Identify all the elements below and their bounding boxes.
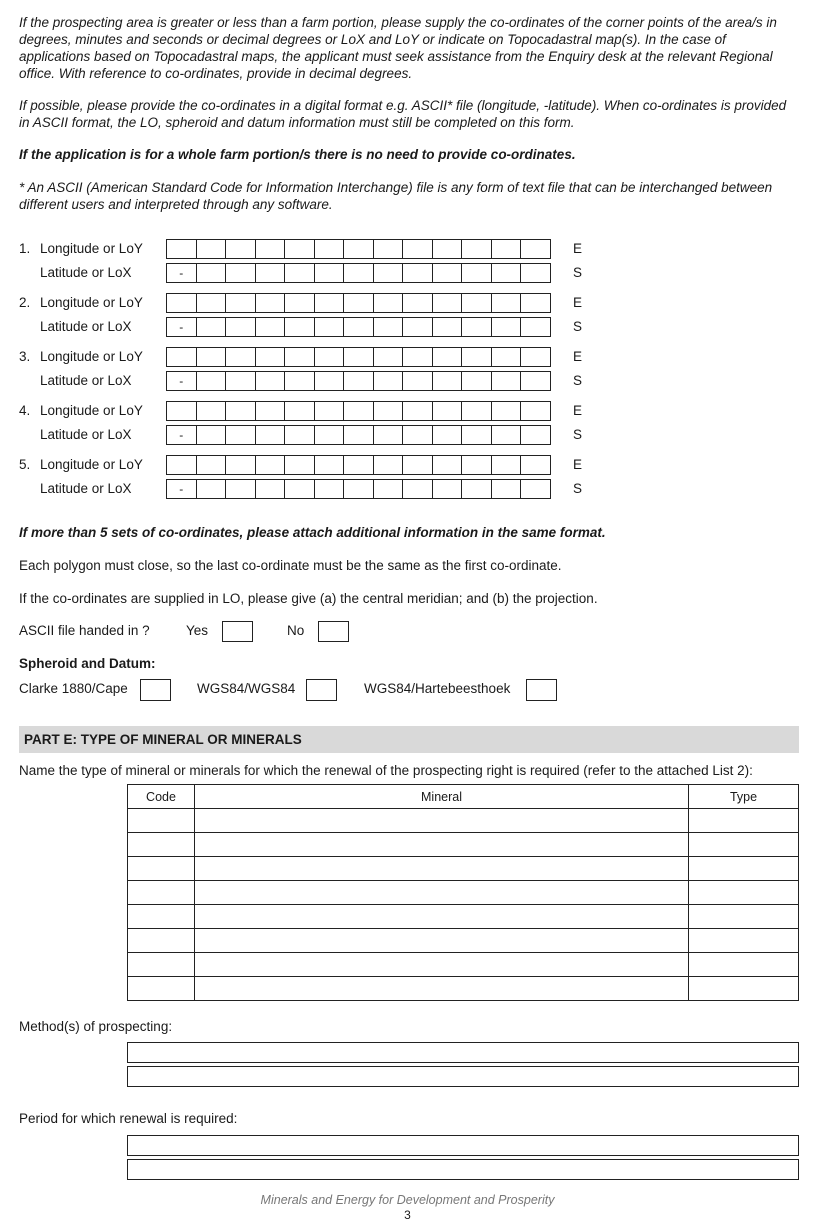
coordinate-digit-cell[interactable]	[491, 317, 522, 337]
spheroid-hartebeesthoek-checkbox[interactable]	[526, 679, 557, 701]
coordinate-digit-cell[interactable]	[225, 347, 256, 367]
coordinate-digit-cell[interactable]	[255, 263, 286, 283]
longitude-cells	[166, 401, 551, 421]
ascii-yes-checkbox[interactable]	[222, 621, 253, 642]
coordinate-digit-cell[interactable]	[225, 293, 256, 313]
coordinate-digit-cell[interactable]	[520, 371, 551, 391]
period-input-1[interactable]	[127, 1135, 799, 1156]
mineral-cell[interactable]	[195, 881, 689, 905]
coordinate-digit-cell[interactable]	[461, 347, 492, 367]
spheroid-hartebeesthoek-label: WGS84/Hartebeesthoek	[364, 681, 511, 696]
coordinate-digit-cell[interactable]	[520, 401, 551, 421]
south-suffix: S	[573, 265, 583, 280]
code-cell[interactable]	[128, 953, 195, 977]
latitude-cells	[166, 263, 551, 283]
coordinate-digit-cell[interactable]	[196, 371, 227, 391]
longitude-label: Longitude or LoY	[40, 457, 143, 472]
intro-paragraph-3: If the application is for a whole farm portion/s there is no need to provide co-ordinates.	[19, 147, 576, 162]
mineral-cell[interactable]	[195, 929, 689, 953]
coordinate-digit-cell[interactable]	[520, 479, 551, 499]
coordinate-digit-cell[interactable]	[461, 425, 492, 445]
longitude-label: Longitude or LoY	[40, 349, 143, 364]
coordinate-digit-cell[interactable]	[255, 317, 286, 337]
coordinate-digit-cell[interactable]: -	[166, 317, 197, 337]
coordinate-digit-cell[interactable]	[520, 293, 551, 313]
coordinate-number: 4.	[19, 403, 31, 418]
coordinate-digit-cell[interactable]	[373, 347, 404, 367]
mineral-cell[interactable]	[195, 953, 689, 977]
longitude-label: Longitude or LoY	[40, 241, 143, 256]
type-cell[interactable]	[689, 953, 799, 977]
latitude-cells	[166, 317, 551, 337]
coordinate-digit-cell[interactable]	[196, 479, 227, 499]
coordinate-digit-cell[interactable]	[225, 239, 256, 259]
coordinate-digit-cell[interactable]	[402, 401, 433, 421]
ascii-yes-label: Yes	[186, 623, 209, 638]
coordinate-digit-cell[interactable]	[402, 479, 433, 499]
coordinate-digit-cell[interactable]	[196, 239, 227, 259]
coordinate-digit-cell[interactable]	[166, 293, 197, 313]
type-cell[interactable]	[689, 905, 799, 929]
part-e-instruction: Name the type of mineral or minerals for which the renewal of the prospecting right is required (refer to the attached List 2):	[19, 763, 753, 778]
coordinate-digit-cell[interactable]	[520, 425, 551, 445]
more-sets-note: If more than 5 sets of co-ordinates, please attach additional information in the same format.	[19, 525, 606, 540]
coordinate-digit-cell[interactable]	[225, 479, 256, 499]
east-suffix: E	[573, 457, 583, 472]
coordinate-digit-cell[interactable]	[432, 263, 463, 283]
code-cell[interactable]	[128, 881, 195, 905]
coordinate-digit-cell[interactable]	[491, 239, 522, 259]
coordinate-digit-cell[interactable]	[520, 317, 551, 337]
table-row	[128, 857, 799, 881]
code-column-header: Code	[128, 785, 195, 809]
coordinate-digit-cell[interactable]	[284, 293, 315, 313]
coordinate-digit-cell[interactable]	[343, 479, 374, 499]
coordinate-digit-cell[interactable]	[255, 239, 286, 259]
coordinate-digit-cell[interactable]	[402, 347, 433, 367]
coordinate-digit-cell[interactable]	[432, 347, 463, 367]
spheroid-clarke-label: Clarke 1880/Cape	[19, 681, 128, 696]
page-number: 3	[404, 1208, 411, 1222]
coordinate-digit-cell[interactable]: -	[166, 263, 197, 283]
coordinate-digit-cell[interactable]	[196, 425, 227, 445]
coordinate-digit-cell[interactable]	[225, 317, 256, 337]
coordinate-digit-cell[interactable]	[402, 293, 433, 313]
latitude-label: Latitude or LoX	[40, 265, 132, 280]
coordinate-digit-cell[interactable]	[461, 401, 492, 421]
coordinate-digit-cell[interactable]	[284, 263, 315, 283]
minerals-table	[127, 784, 799, 1001]
type-column-header: Type	[689, 785, 799, 809]
coordinate-digit-cell[interactable]	[255, 293, 286, 313]
mineral-cell[interactable]	[195, 833, 689, 857]
coordinate-digit-cell[interactable]	[343, 263, 374, 283]
coordinate-digit-cell[interactable]	[491, 371, 522, 391]
coordinate-digit-cell[interactable]	[432, 455, 463, 475]
coordinate-digit-cell[interactable]	[343, 371, 374, 391]
coordinate-digit-cell[interactable]	[255, 401, 286, 421]
coordinate-digit-cell[interactable]	[373, 239, 404, 259]
type-cell[interactable]	[689, 809, 799, 833]
table-row	[128, 881, 799, 905]
mineral-cell[interactable]	[195, 905, 689, 929]
coordinate-digit-cell[interactable]	[461, 293, 492, 313]
coordinate-digit-cell[interactable]	[373, 425, 404, 445]
mineral-cell[interactable]	[195, 977, 689, 1001]
coordinate-digit-cell[interactable]	[432, 479, 463, 499]
coordinate-digit-cell[interactable]	[432, 317, 463, 337]
longitude-cells	[166, 455, 551, 475]
polygon-note: Each polygon must close, so the last co-ordinate must be the same as the first co-ordinate.	[19, 558, 562, 573]
coordinate-digit-cell[interactable]	[166, 455, 197, 475]
coordinate-digit-cell[interactable]	[520, 347, 551, 367]
longitude-label: Longitude or LoY	[40, 295, 143, 310]
ascii-label: ASCII file handed in ?	[19, 623, 150, 638]
coordinate-digit-cell[interactable]	[255, 455, 286, 475]
mineral-cell[interactable]	[195, 857, 689, 881]
coordinate-digit-cell[interactable]	[491, 293, 522, 313]
coordinate-digit-cell[interactable]	[402, 425, 433, 445]
coordinate-digit-cell[interactable]	[314, 317, 345, 337]
type-cell[interactable]	[689, 833, 799, 857]
coordinate-digit-cell[interactable]	[255, 347, 286, 367]
coordinate-digit-cell[interactable]	[196, 263, 227, 283]
mineral-column-header: Mineral	[195, 785, 689, 809]
coordinate-digit-cell[interactable]	[373, 293, 404, 313]
coordinate-digit-cell[interactable]	[491, 401, 522, 421]
code-cell[interactable]	[128, 833, 195, 857]
coordinate-digit-cell[interactable]	[284, 401, 315, 421]
coordinate-digit-cell[interactable]	[196, 347, 227, 367]
coordinate-digit-cell[interactable]	[402, 455, 433, 475]
coordinate-digit-cell[interactable]	[314, 263, 345, 283]
coordinate-digit-cell[interactable]	[343, 401, 374, 421]
coordinate-digit-cell[interactable]	[461, 479, 492, 499]
mineral-cell[interactable]	[195, 809, 689, 833]
coordinate-digit-cell[interactable]	[461, 371, 492, 391]
coordinate-digit-cell[interactable]	[166, 239, 197, 259]
ascii-footnote: * An ASCII (American Standard Code for Information Interchange) file is any form of text file that can be interchanged between different users and interpreted through any software.	[19, 180, 773, 212]
coordinate-digit-cell[interactable]	[373, 401, 404, 421]
coordinate-digit-cell[interactable]	[343, 239, 374, 259]
coordinate-digit-cell[interactable]	[402, 263, 433, 283]
east-suffix: E	[573, 349, 583, 364]
method-input-1[interactable]	[127, 1042, 799, 1063]
coordinate-digit-cell[interactable]	[196, 317, 227, 337]
intro-paragraph-1: If the prospecting area is greater or less than a farm portion, please supply the co-ordinates of the corner points of the area/s in degrees, minutes and seconds or decimal degrees or LoX and LoY or indicate on Topocadastral map(s). In the case of applications based on Topocadastral maps, the applicant must seek assistance from the Enquiry desk at the relevant Regional office. With reference to co-ordinates, provide in decimal degrees.	[19, 15, 777, 81]
coordinate-digit-cell[interactable]	[373, 371, 404, 391]
table-row	[128, 929, 799, 953]
coordinate-digit-cell[interactable]	[491, 347, 522, 367]
coordinate-digit-cell[interactable]: -	[166, 479, 197, 499]
coordinate-digit-cell[interactable]	[520, 263, 551, 283]
table-row	[128, 809, 799, 833]
method-label: Method(s) of prospecting:	[19, 1019, 173, 1034]
coordinate-digit-cell[interactable]	[284, 239, 315, 259]
coordinate-digit-cell[interactable]	[255, 425, 286, 445]
coordinate-digit-cell[interactable]	[225, 263, 256, 283]
spheroid-heading: Spheroid and Datum:	[19, 656, 156, 671]
coordinate-digit-cell[interactable]	[225, 455, 256, 475]
footer-tagline: Minerals and Energy for Development and Prosperity	[260, 1193, 555, 1207]
coordinate-digit-cell[interactable]	[225, 371, 256, 391]
coordinate-digit-cell[interactable]	[461, 455, 492, 475]
coordinate-digit-cell[interactable]	[491, 263, 522, 283]
coordinate-digit-cell[interactable]	[314, 239, 345, 259]
part-e-heading: PART E: TYPE OF MINERAL OR MINERALS	[19, 726, 799, 753]
coordinate-digit-cell[interactable]	[402, 317, 433, 337]
coordinate-digit-cell[interactable]	[373, 479, 404, 499]
coordinate-digit-cell[interactable]	[314, 371, 345, 391]
coordinate-digit-cell[interactable]	[343, 425, 374, 445]
latitude-cells	[166, 479, 551, 499]
coordinate-digit-cell[interactable]	[255, 479, 286, 499]
coordinate-digit-cell[interactable]	[225, 425, 256, 445]
coordinate-digit-cell[interactable]	[196, 401, 227, 421]
longitude-cells	[166, 293, 551, 313]
coordinate-digit-cell[interactable]	[343, 293, 374, 313]
coordinate-number: 3.	[19, 349, 31, 364]
coordinate-digit-cell[interactable]	[196, 293, 227, 313]
period-label: Period for which renewal is required:	[19, 1111, 238, 1126]
table-row	[128, 977, 799, 1001]
latitude-cells	[166, 425, 551, 445]
code-cell[interactable]	[128, 809, 195, 833]
coordinate-digit-cell[interactable]	[461, 317, 492, 337]
coordinate-digit-cell[interactable]	[284, 455, 315, 475]
table-row	[128, 833, 799, 857]
coordinate-digit-cell[interactable]	[314, 293, 345, 313]
coordinate-digit-cell[interactable]	[432, 401, 463, 421]
coordinate-digit-cell[interactable]	[314, 455, 345, 475]
south-suffix: S	[573, 319, 583, 334]
coordinate-digit-cell[interactable]	[461, 239, 492, 259]
coordinate-digit-cell[interactable]	[225, 401, 256, 421]
method-input-2[interactable]	[127, 1066, 799, 1087]
south-suffix: S	[573, 481, 583, 496]
coordinate-digit-cell[interactable]	[314, 347, 345, 367]
coordinate-digit-cell[interactable]: -	[166, 425, 197, 445]
coordinate-digit-cell[interactable]	[432, 239, 463, 259]
lo-note: If the co-ordinates are supplied in LO, please give (a) the central meridian; and (b) the projection.	[19, 591, 598, 606]
coordinate-digit-cell[interactable]	[314, 479, 345, 499]
east-suffix: E	[573, 241, 583, 256]
coordinate-digit-cell[interactable]	[432, 371, 463, 391]
coordinate-digit-cell[interactable]	[166, 401, 197, 421]
latitude-label: Latitude or LoX	[40, 319, 132, 334]
type-cell[interactable]	[689, 857, 799, 881]
coordinate-digit-cell[interactable]	[343, 317, 374, 337]
coordinate-digit-cell[interactable]	[343, 455, 374, 475]
type-cell[interactable]	[689, 929, 799, 953]
coordinate-digit-cell[interactable]	[284, 479, 315, 499]
coordinate-digit-cell[interactable]	[491, 479, 522, 499]
code-cell[interactable]	[128, 929, 195, 953]
south-suffix: S	[573, 427, 583, 442]
coordinate-digit-cell[interactable]	[284, 317, 315, 337]
coordinate-number: 1.	[19, 241, 31, 256]
longitude-label: Longitude or LoY	[40, 403, 143, 418]
coordinate-number: 2.	[19, 295, 31, 310]
east-suffix: E	[573, 295, 583, 310]
table-row	[128, 905, 799, 929]
latitude-label: Latitude or LoX	[40, 427, 132, 442]
table-row	[128, 953, 799, 977]
coordinate-digit-cell[interactable]	[491, 455, 522, 475]
coordinate-digit-cell[interactable]	[314, 425, 345, 445]
longitude-cells	[166, 239, 551, 259]
code-cell[interactable]	[128, 905, 195, 929]
longitude-cells	[166, 347, 551, 367]
coordinate-digit-cell[interactable]	[373, 455, 404, 475]
spheroid-wgs84-label: WGS84/WGS84	[197, 681, 296, 696]
coordinate-digit-cell[interactable]	[343, 347, 374, 367]
coordinate-digit-cell[interactable]	[284, 347, 315, 367]
south-suffix: S	[573, 373, 583, 388]
coordinate-digit-cell[interactable]	[491, 425, 522, 445]
coordinate-digit-cell[interactable]	[373, 317, 404, 337]
ascii-no-label: No	[287, 623, 305, 638]
coordinate-number: 5.	[19, 457, 31, 472]
type-cell[interactable]	[689, 881, 799, 905]
spheroid-clarke-checkbox[interactable]	[140, 679, 171, 701]
coordinate-digit-cell[interactable]	[432, 425, 463, 445]
coordinate-digit-cell[interactable]	[520, 239, 551, 259]
coordinate-digit-cell[interactable]	[461, 263, 492, 283]
code-cell[interactable]	[128, 857, 195, 881]
coordinate-digit-cell[interactable]	[432, 293, 463, 313]
coordinate-digit-cell[interactable]	[314, 401, 345, 421]
coordinate-digit-cell[interactable]: -	[166, 371, 197, 391]
coordinate-digit-cell[interactable]	[255, 371, 286, 391]
type-cell[interactable]	[689, 977, 799, 1001]
coordinate-digit-cell[interactable]	[284, 425, 315, 445]
east-suffix: E	[573, 403, 583, 418]
latitude-label: Latitude or LoX	[40, 481, 132, 496]
period-input-2[interactable]	[127, 1159, 799, 1180]
coordinate-digit-cell[interactable]	[166, 347, 197, 367]
coordinate-digit-cell[interactable]	[373, 263, 404, 283]
intro-paragraph-2: If possible, please provide the co-ordinates in a digital format e.g. ASCII* file (longitude, -latitude). When co-ordinates is provided in ASCII format, the LO, spheroid and datum information must still be completed on this form.	[19, 98, 787, 130]
coordinate-digit-cell[interactable]	[520, 455, 551, 475]
latitude-label: Latitude or LoX	[40, 373, 132, 388]
latitude-cells	[166, 371, 551, 391]
coordinate-digit-cell[interactable]	[284, 371, 315, 391]
coordinate-digit-cell[interactable]	[196, 455, 227, 475]
coordinate-digit-cell[interactable]	[402, 239, 433, 259]
spheroid-wgs84-checkbox[interactable]	[306, 679, 337, 701]
code-cell[interactable]	[128, 977, 195, 1001]
coordinate-digit-cell[interactable]	[402, 371, 433, 391]
ascii-no-checkbox[interactable]	[318, 621, 349, 642]
